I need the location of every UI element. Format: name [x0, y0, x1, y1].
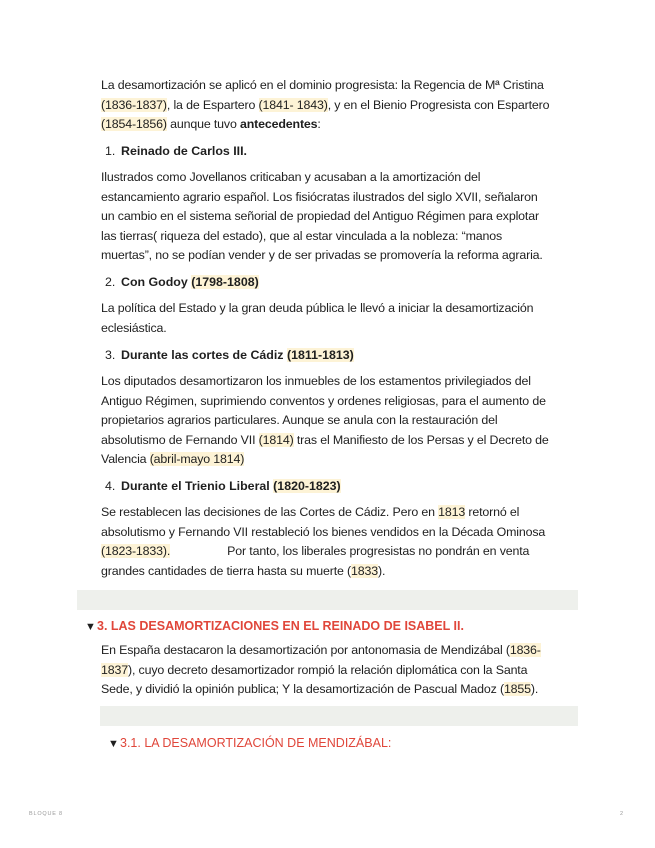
triangle-down-icon[interactable]: ▼ — [108, 738, 119, 750]
list-item-heading: 4. Durante el Trienio Liberal (1820-1823) — [105, 479, 341, 493]
divider-band — [77, 590, 578, 610]
list-item-heading: 3. Durante las cortes de Cádiz (1811-1813) — [105, 348, 354, 362]
date-highlight: 1837 — [101, 662, 128, 677]
intro-paragraph — [101, 76, 581, 135]
divider-band — [100, 706, 578, 726]
list-item-title: Reinado de Carlos III. — [121, 144, 247, 158]
subsection-toggle[interactable] — [108, 733, 391, 754]
date-highlight: 1833 — [351, 563, 378, 578]
list-item-body: Ilustrados como Jovellanos criticaban y acusaban a la amortización del estancamiento agrario español. Los fisiócratas ilustrados del siglo XVII, señalaron un cambio en el sistema señorial de propiedad del Antiguo Régimen para explotar las tierras( riqueza del estado), que al estar vinculada a la nobleza: “manos muertas”, no se podían vender y de ser privadas se promovería la reforma agraria. — [101, 170, 543, 262]
date-highlight: 1836- — [509, 643, 541, 657]
date-highlight: (1811-1813) — [286, 348, 354, 362]
footer-label: BLOQUE 8 — [29, 811, 63, 817]
date-highlight: (abril-mayo 1814) — [149, 452, 245, 466]
list-item-title: Durante el Trienio Liberal — [121, 479, 274, 493]
section-title: 3. LAS DESAMORTIZACIONES EN EL REINADO DE ISABEL II. — [97, 619, 464, 633]
date-highlight: (1854-1856) — [101, 117, 167, 131]
date-highlight: (1798-1808) — [191, 275, 259, 289]
list-item-body: La política del Estado y la gran deuda pública le llevó a iniciar la desamortización eclesiástica. — [101, 301, 534, 335]
list-item-body: Se restablecen las decisiones de las Cortes de Cádiz. Pero en 1813 retornó el absolutismo y Fernando VII restableció los bienes vendidos en la Década Ominosa (1823-1833). Por tanto, los liberales progresistas no pondrán en venta grandes cantidades de tierra hasta su muerte (1833). — [101, 505, 546, 578]
date-highlight: 1855 — [503, 682, 531, 696]
date-highlight: (1823-1833). — [101, 544, 171, 558]
triangle-down-icon[interactable]: ▼ — [85, 621, 96, 633]
date-highlight: 1813 — [438, 505, 466, 519]
date-highlight: (1836-1837) — [101, 97, 167, 112]
section-body: En España destacaron la desamortización por antonomasia de Mendizábal (1836- 1837), cuyo decreto desamortizador rompió la relación diplomática con la Santa Sede, y dividió la opinión publica; Y la desamortización de Pascual Madoz (1855). — [101, 643, 541, 696]
list-item-title: Durante las cortes de Cádiz — [121, 348, 287, 362]
date-highlight: (1820-1823) — [273, 479, 341, 493]
subsection-title: 3.1. LA DESAMORTIZACIÓN DE MENDIZÁBAL: — [120, 736, 392, 750]
intro-line: La desamortización se aplicó en el dominio progresista: la Regencia de Mª Cristina — [101, 78, 544, 92]
list-item-body: Los diputados desamortizaron los inmuebles de los estamentos privilegiados del Antiguo Régimen, suprimiendo conventos y ordenes religiosas, para el aumento de propietarios agrarios particulares. Aunque se anula con la restauración del absolutismo de Fernando VII (1814) tras el Manifiesto de los Persas y el Decreto de Valencia (abril-mayo 1814) — [101, 374, 549, 466]
intro-line: (1836-1837), la de Espartero (1841- 1843), y en el Bienio Progresista con Espartero — [101, 97, 550, 112]
section-toggle[interactable] — [85, 616, 464, 637]
list-item-title: Con Godoy — [121, 275, 192, 289]
page-number: 2 — [620, 811, 624, 817]
date-highlight: (1814) — [258, 432, 294, 447]
date-highlight: (1841- 1843) — [258, 97, 328, 112]
intro-line: (1854-1856) aunque tuvo antecedentes: — [101, 117, 321, 131]
list-item-heading: 1. Reinado de Carlos III. — [105, 144, 247, 158]
list-item-heading: 2. Con Godoy (1798-1808) — [105, 275, 259, 289]
bold-term: antecedentes — [240, 117, 318, 131]
